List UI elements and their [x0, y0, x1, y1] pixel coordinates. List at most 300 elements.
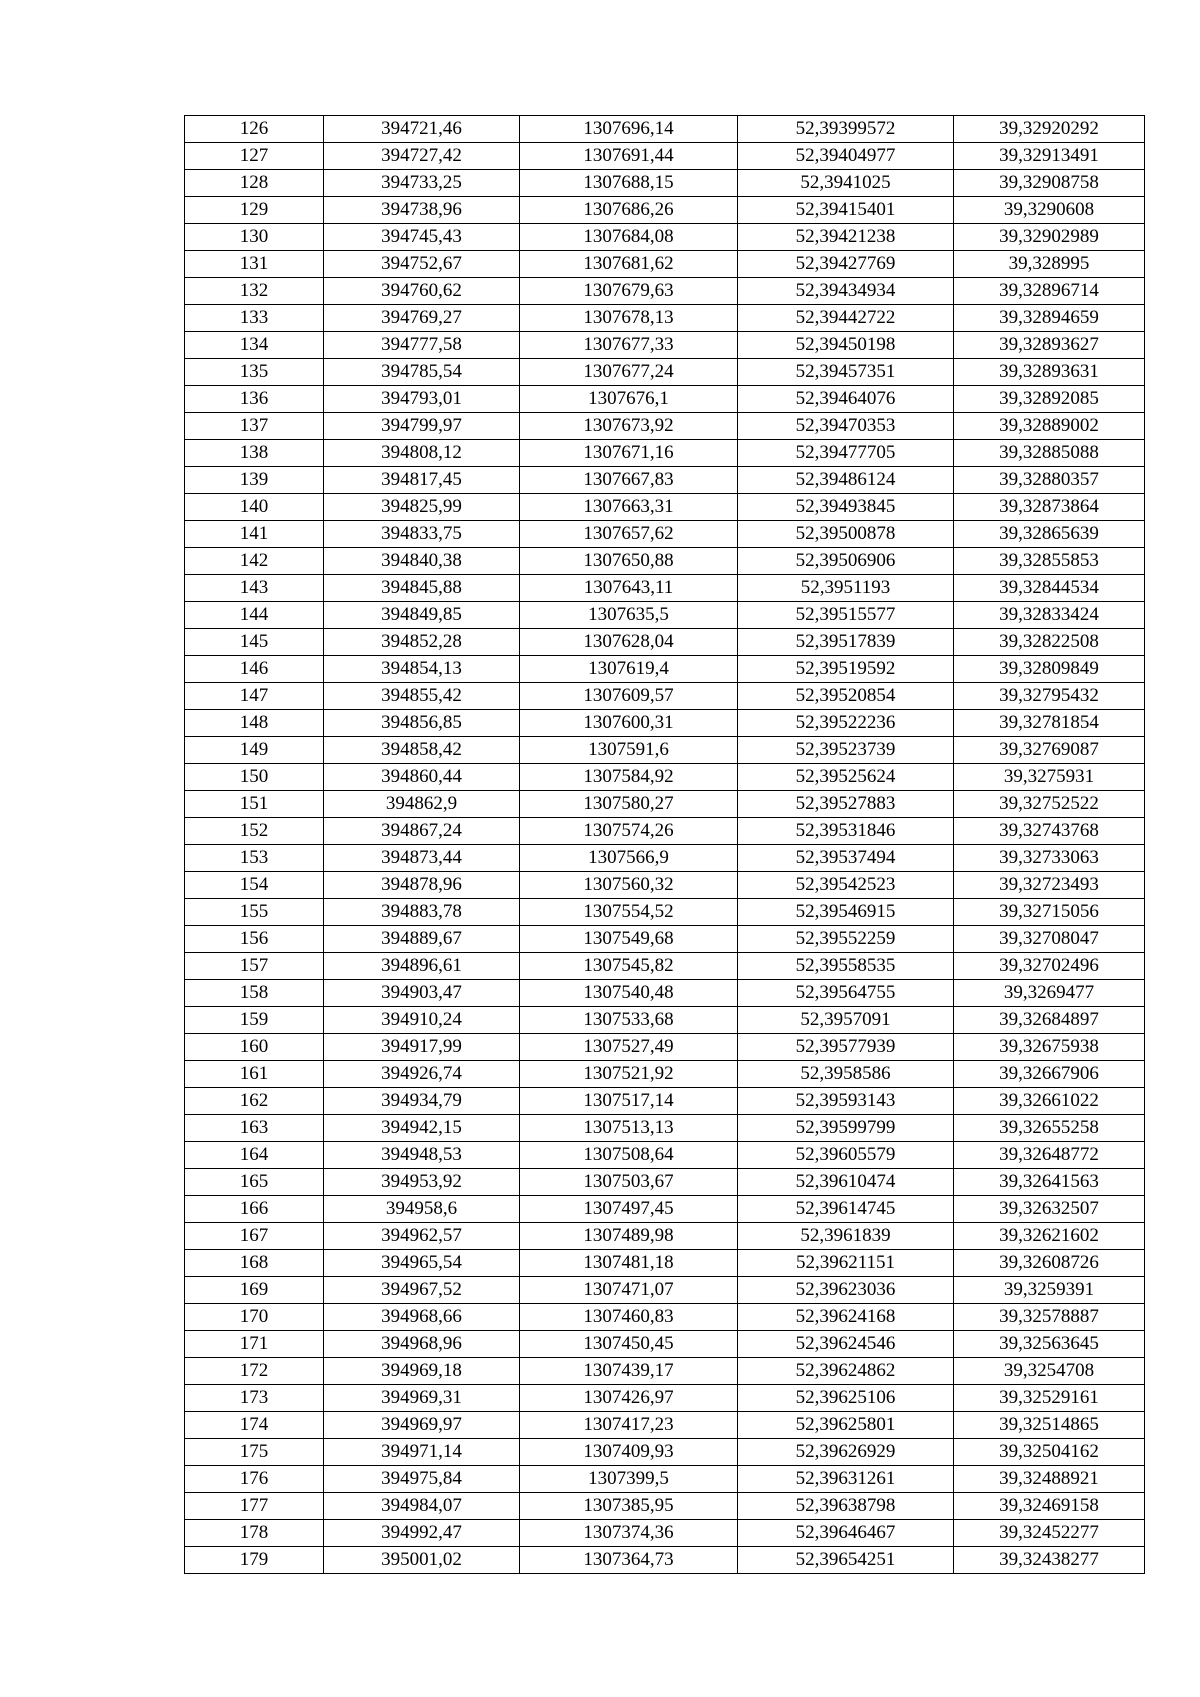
- longitude-cell: 39,32892085: [954, 386, 1145, 413]
- y-coordinate-cell: 1307688,15: [520, 170, 738, 197]
- x-coordinate-cell: 394948,53: [324, 1142, 520, 1169]
- point-number-cell: 167: [185, 1223, 324, 1250]
- x-coordinate-cell: 394969,97: [324, 1412, 520, 1439]
- table-row: [185, 602, 1145, 629]
- point-number-cell: 162: [185, 1088, 324, 1115]
- y-coordinate-cell: 1307635,5: [520, 602, 738, 629]
- table-row: [185, 629, 1145, 656]
- y-coordinate-cell: 1307533,68: [520, 1007, 738, 1034]
- x-coordinate-cell: 394971,14: [324, 1439, 520, 1466]
- y-coordinate-cell: 1307374,36: [520, 1520, 738, 1547]
- point-number-cell: 138: [185, 440, 324, 467]
- table-row: [185, 683, 1145, 710]
- longitude-cell: 39,32661022: [954, 1088, 1145, 1115]
- point-number-cell: 148: [185, 710, 324, 737]
- point-number-cell: 141: [185, 521, 324, 548]
- latitude-cell: 52,39605579: [738, 1142, 954, 1169]
- x-coordinate-cell: 394896,61: [324, 953, 520, 980]
- point-number-cell: 177: [185, 1493, 324, 1520]
- point-number-cell: 140: [185, 494, 324, 521]
- latitude-cell: 52,39486124: [738, 467, 954, 494]
- point-number-cell: 170: [185, 1304, 324, 1331]
- x-coordinate-cell: 394926,74: [324, 1061, 520, 1088]
- table-row: [185, 251, 1145, 278]
- y-coordinate-cell: 1307676,1: [520, 386, 738, 413]
- y-coordinate-cell: 1307671,16: [520, 440, 738, 467]
- longitude-cell: 39,32621602: [954, 1223, 1145, 1250]
- point-number-cell: 157: [185, 953, 324, 980]
- table-row: [185, 116, 1145, 143]
- y-coordinate-cell: 1307517,14: [520, 1088, 738, 1115]
- table-row: [185, 845, 1145, 872]
- x-coordinate-cell: 394840,38: [324, 548, 520, 575]
- longitude-cell: 39,32648772: [954, 1142, 1145, 1169]
- x-coordinate-cell: 394867,24: [324, 818, 520, 845]
- longitude-cell: 39,32641563: [954, 1169, 1145, 1196]
- point-number-cell: 129: [185, 197, 324, 224]
- latitude-cell: 52,39523739: [738, 737, 954, 764]
- y-coordinate-cell: 1307678,13: [520, 305, 738, 332]
- longitude-cell: 39,32743768: [954, 818, 1145, 845]
- longitude-cell: 39,32675938: [954, 1034, 1145, 1061]
- y-coordinate-cell: 1307643,11: [520, 575, 738, 602]
- longitude-cell: 39,328995: [954, 251, 1145, 278]
- y-coordinate-cell: 1307471,07: [520, 1277, 738, 1304]
- longitude-cell: 39,32913491: [954, 143, 1145, 170]
- point-number-cell: 150: [185, 764, 324, 791]
- longitude-cell: 39,3259391: [954, 1277, 1145, 1304]
- y-coordinate-cell: 1307657,62: [520, 521, 738, 548]
- point-number-cell: 172: [185, 1358, 324, 1385]
- longitude-cell: 39,32529161: [954, 1385, 1145, 1412]
- longitude-cell: 39,32893631: [954, 359, 1145, 386]
- y-coordinate-cell: 1307450,45: [520, 1331, 738, 1358]
- point-number-cell: 160: [185, 1034, 324, 1061]
- latitude-cell: 52,39493845: [738, 494, 954, 521]
- table-row: [185, 197, 1145, 224]
- latitude-cell: 52,39525624: [738, 764, 954, 791]
- y-coordinate-cell: 1307560,32: [520, 872, 738, 899]
- point-number-cell: 139: [185, 467, 324, 494]
- latitude-cell: 52,39464076: [738, 386, 954, 413]
- x-coordinate-cell: 394969,18: [324, 1358, 520, 1385]
- y-coordinate-cell: 1307696,14: [520, 116, 738, 143]
- x-coordinate-cell: 395001,02: [324, 1547, 520, 1574]
- y-coordinate-cell: 1307667,83: [520, 467, 738, 494]
- point-number-cell: 168: [185, 1250, 324, 1277]
- point-number-cell: 137: [185, 413, 324, 440]
- x-coordinate-cell: 394833,75: [324, 521, 520, 548]
- longitude-cell: 39,32920292: [954, 116, 1145, 143]
- point-number-cell: 159: [185, 1007, 324, 1034]
- point-number-cell: 147: [185, 683, 324, 710]
- point-number-cell: 145: [185, 629, 324, 656]
- point-number-cell: 153: [185, 845, 324, 872]
- x-coordinate-cell: 394878,96: [324, 872, 520, 899]
- latitude-cell: 52,39522236: [738, 710, 954, 737]
- table-row: [185, 1007, 1145, 1034]
- latitude-cell: 52,39624168: [738, 1304, 954, 1331]
- table-row: [185, 359, 1145, 386]
- y-coordinate-cell: 1307527,49: [520, 1034, 738, 1061]
- latitude-cell: 52,39517839: [738, 629, 954, 656]
- x-coordinate-cell: 394968,96: [324, 1331, 520, 1358]
- longitude-cell: 39,3290608: [954, 197, 1145, 224]
- longitude-cell: 39,32885088: [954, 440, 1145, 467]
- longitude-cell: 39,32855853: [954, 548, 1145, 575]
- x-coordinate-cell: 394769,27: [324, 305, 520, 332]
- latitude-cell: 52,3958586: [738, 1061, 954, 1088]
- y-coordinate-cell: 1307545,82: [520, 953, 738, 980]
- latitude-cell: 52,39646467: [738, 1520, 954, 1547]
- table-row: [185, 953, 1145, 980]
- latitude-cell: 52,3951193: [738, 575, 954, 602]
- point-number-cell: 164: [185, 1142, 324, 1169]
- longitude-cell: 39,32578887: [954, 1304, 1145, 1331]
- x-coordinate-cell: 394934,79: [324, 1088, 520, 1115]
- table-row: [185, 1304, 1145, 1331]
- latitude-cell: 52,39564755: [738, 980, 954, 1007]
- table-row: [185, 143, 1145, 170]
- y-coordinate-cell: 1307489,98: [520, 1223, 738, 1250]
- latitude-cell: 52,39546915: [738, 899, 954, 926]
- table-row: [185, 710, 1145, 737]
- point-number-cell: 154: [185, 872, 324, 899]
- point-number-cell: 144: [185, 602, 324, 629]
- longitude-cell: 39,32822508: [954, 629, 1145, 656]
- y-coordinate-cell: 1307426,97: [520, 1385, 738, 1412]
- x-coordinate-cell: 394984,07: [324, 1493, 520, 1520]
- table-row: [185, 575, 1145, 602]
- point-number-cell: 179: [185, 1547, 324, 1574]
- x-coordinate-cell: 394855,42: [324, 683, 520, 710]
- table-row: [185, 548, 1145, 575]
- longitude-cell: 39,32608726: [954, 1250, 1145, 1277]
- x-coordinate-cell: 394760,62: [324, 278, 520, 305]
- x-coordinate-cell: 394785,54: [324, 359, 520, 386]
- latitude-cell: 52,3941025: [738, 170, 954, 197]
- latitude-cell: 52,3957091: [738, 1007, 954, 1034]
- x-coordinate-cell: 394965,54: [324, 1250, 520, 1277]
- longitude-cell: 39,32438277: [954, 1547, 1145, 1574]
- point-number-cell: 174: [185, 1412, 324, 1439]
- point-number-cell: 143: [185, 575, 324, 602]
- longitude-cell: 39,32504162: [954, 1439, 1145, 1466]
- y-coordinate-cell: 1307399,5: [520, 1466, 738, 1493]
- latitude-cell: 52,39626929: [738, 1439, 954, 1466]
- latitude-cell: 52,39399572: [738, 116, 954, 143]
- point-number-cell: 146: [185, 656, 324, 683]
- x-coordinate-cell: 394849,85: [324, 602, 520, 629]
- y-coordinate-cell: 1307600,31: [520, 710, 738, 737]
- latitude-cell: 52,39427769: [738, 251, 954, 278]
- latitude-cell: 52,39558535: [738, 953, 954, 980]
- longitude-cell: 39,32896714: [954, 278, 1145, 305]
- y-coordinate-cell: 1307580,27: [520, 791, 738, 818]
- latitude-cell: 52,39614745: [738, 1196, 954, 1223]
- x-coordinate-cell: 394942,15: [324, 1115, 520, 1142]
- x-coordinate-cell: 394727,42: [324, 143, 520, 170]
- point-number-cell: 156: [185, 926, 324, 953]
- longitude-cell: 39,32702496: [954, 953, 1145, 980]
- longitude-cell: 39,32908758: [954, 170, 1145, 197]
- x-coordinate-cell: 394903,47: [324, 980, 520, 1007]
- table-row: [185, 1034, 1145, 1061]
- latitude-cell: 52,39624862: [738, 1358, 954, 1385]
- point-number-cell: 152: [185, 818, 324, 845]
- point-number-cell: 173: [185, 1385, 324, 1412]
- y-coordinate-cell: 1307513,13: [520, 1115, 738, 1142]
- longitude-cell: 39,32655258: [954, 1115, 1145, 1142]
- x-coordinate-cell: 394860,44: [324, 764, 520, 791]
- latitude-cell: 52,39623036: [738, 1277, 954, 1304]
- latitude-cell: 52,39610474: [738, 1169, 954, 1196]
- point-number-cell: 161: [185, 1061, 324, 1088]
- y-coordinate-cell: 1307364,73: [520, 1547, 738, 1574]
- y-coordinate-cell: 1307684,08: [520, 224, 738, 251]
- table-row: [185, 386, 1145, 413]
- x-coordinate-cell: 394854,13: [324, 656, 520, 683]
- table-row: [185, 764, 1145, 791]
- latitude-cell: 52,39442722: [738, 305, 954, 332]
- latitude-cell: 52,39520854: [738, 683, 954, 710]
- latitude-cell: 52,39519592: [738, 656, 954, 683]
- table-row: [185, 791, 1145, 818]
- y-coordinate-cell: 1307497,45: [520, 1196, 738, 1223]
- point-number-cell: 135: [185, 359, 324, 386]
- y-coordinate-cell: 1307609,57: [520, 683, 738, 710]
- table-row: [185, 278, 1145, 305]
- table-row: [185, 818, 1145, 845]
- point-number-cell: 133: [185, 305, 324, 332]
- y-coordinate-cell: 1307686,26: [520, 197, 738, 224]
- table-row: [185, 1115, 1145, 1142]
- longitude-cell: 39,32781854: [954, 710, 1145, 737]
- table-row: [185, 1358, 1145, 1385]
- table-row: [185, 899, 1145, 926]
- table-row: [185, 980, 1145, 1007]
- coordinates-table: [184, 115, 1145, 1574]
- longitude-cell: 39,32902989: [954, 224, 1145, 251]
- latitude-cell: 52,39506906: [738, 548, 954, 575]
- longitude-cell: 39,32873864: [954, 494, 1145, 521]
- table-row: [185, 1277, 1145, 1304]
- y-coordinate-cell: 1307574,26: [520, 818, 738, 845]
- table-row: [185, 1169, 1145, 1196]
- table-row: [185, 1331, 1145, 1358]
- longitude-cell: 39,32893627: [954, 332, 1145, 359]
- longitude-cell: 39,32844534: [954, 575, 1145, 602]
- x-coordinate-cell: 394958,6: [324, 1196, 520, 1223]
- table-row: [185, 1250, 1145, 1277]
- y-coordinate-cell: 1307460,83: [520, 1304, 738, 1331]
- x-coordinate-cell: 394889,67: [324, 926, 520, 953]
- point-number-cell: 165: [185, 1169, 324, 1196]
- latitude-cell: 52,39470353: [738, 413, 954, 440]
- table-row: [185, 1088, 1145, 1115]
- y-coordinate-cell: 1307385,95: [520, 1493, 738, 1520]
- x-coordinate-cell: 394992,47: [324, 1520, 520, 1547]
- x-coordinate-cell: 394862,9: [324, 791, 520, 818]
- point-number-cell: 142: [185, 548, 324, 575]
- table-row: [185, 170, 1145, 197]
- x-coordinate-cell: 394777,58: [324, 332, 520, 359]
- y-coordinate-cell: 1307508,64: [520, 1142, 738, 1169]
- x-coordinate-cell: 394917,99: [324, 1034, 520, 1061]
- latitude-cell: 52,39599799: [738, 1115, 954, 1142]
- point-number-cell: 128: [185, 170, 324, 197]
- x-coordinate-cell: 394825,99: [324, 494, 520, 521]
- point-number-cell: 131: [185, 251, 324, 278]
- y-coordinate-cell: 1307673,92: [520, 413, 738, 440]
- latitude-cell: 52,39515577: [738, 602, 954, 629]
- x-coordinate-cell: 394845,88: [324, 575, 520, 602]
- y-coordinate-cell: 1307628,04: [520, 629, 738, 656]
- latitude-cell: 52,39415401: [738, 197, 954, 224]
- y-coordinate-cell: 1307521,92: [520, 1061, 738, 1088]
- x-coordinate-cell: 394967,52: [324, 1277, 520, 1304]
- latitude-cell: 52,39477705: [738, 440, 954, 467]
- table-row: [185, 467, 1145, 494]
- latitude-cell: 52,39638798: [738, 1493, 954, 1520]
- longitude-cell: 39,32889002: [954, 413, 1145, 440]
- y-coordinate-cell: 1307677,33: [520, 332, 738, 359]
- longitude-cell: 39,32632507: [954, 1196, 1145, 1223]
- x-coordinate-cell: 394738,96: [324, 197, 520, 224]
- y-coordinate-cell: 1307619,4: [520, 656, 738, 683]
- latitude-cell: 52,39624546: [738, 1331, 954, 1358]
- y-coordinate-cell: 1307691,44: [520, 143, 738, 170]
- longitude-cell: 39,32795432: [954, 683, 1145, 710]
- table-row: [185, 1142, 1145, 1169]
- table-row: [185, 737, 1145, 764]
- longitude-cell: 39,32809849: [954, 656, 1145, 683]
- table-row: [185, 1547, 1145, 1574]
- y-coordinate-cell: 1307679,63: [520, 278, 738, 305]
- table-row: [185, 872, 1145, 899]
- longitude-cell: 39,32865639: [954, 521, 1145, 548]
- latitude-cell: 52,39450198: [738, 332, 954, 359]
- point-number-cell: 155: [185, 899, 324, 926]
- y-coordinate-cell: 1307591,6: [520, 737, 738, 764]
- point-number-cell: 163: [185, 1115, 324, 1142]
- table-row: [185, 224, 1145, 251]
- y-coordinate-cell: 1307554,52: [520, 899, 738, 926]
- latitude-cell: 52,39537494: [738, 845, 954, 872]
- point-number-cell: 126: [185, 116, 324, 143]
- longitude-cell: 39,32715056: [954, 899, 1145, 926]
- point-number-cell: 130: [185, 224, 324, 251]
- longitude-cell: 39,32469158: [954, 1493, 1145, 1520]
- longitude-cell: 39,32894659: [954, 305, 1145, 332]
- latitude-cell: 52,39625106: [738, 1385, 954, 1412]
- point-number-cell: 132: [185, 278, 324, 305]
- x-coordinate-cell: 394953,92: [324, 1169, 520, 1196]
- latitude-cell: 52,39404977: [738, 143, 954, 170]
- x-coordinate-cell: 394733,25: [324, 170, 520, 197]
- y-coordinate-cell: 1307409,93: [520, 1439, 738, 1466]
- latitude-cell: 52,39621151: [738, 1250, 954, 1277]
- table-row: [185, 1520, 1145, 1547]
- latitude-cell: 52,39625801: [738, 1412, 954, 1439]
- table-row: [185, 1439, 1145, 1466]
- x-coordinate-cell: 394975,84: [324, 1466, 520, 1493]
- x-coordinate-cell: 394852,28: [324, 629, 520, 656]
- longitude-cell: 39,32880357: [954, 467, 1145, 494]
- latitude-cell: 52,39421238: [738, 224, 954, 251]
- x-coordinate-cell: 394856,85: [324, 710, 520, 737]
- latitude-cell: 52,39500878: [738, 521, 954, 548]
- latitude-cell: 52,39552259: [738, 926, 954, 953]
- latitude-cell: 52,39531846: [738, 818, 954, 845]
- latitude-cell: 52,39577939: [738, 1034, 954, 1061]
- table-row: [185, 1385, 1145, 1412]
- latitude-cell: 52,39527883: [738, 791, 954, 818]
- y-coordinate-cell: 1307663,31: [520, 494, 738, 521]
- y-coordinate-cell: 1307566,9: [520, 845, 738, 872]
- latitude-cell: 52,39654251: [738, 1547, 954, 1574]
- y-coordinate-cell: 1307503,67: [520, 1169, 738, 1196]
- y-coordinate-cell: 1307584,92: [520, 764, 738, 791]
- point-number-cell: 151: [185, 791, 324, 818]
- table-row: [185, 1466, 1145, 1493]
- longitude-cell: 39,32752522: [954, 791, 1145, 818]
- x-coordinate-cell: 394962,57: [324, 1223, 520, 1250]
- x-coordinate-cell: 394858,42: [324, 737, 520, 764]
- longitude-cell: 39,32563645: [954, 1331, 1145, 1358]
- point-number-cell: 136: [185, 386, 324, 413]
- point-number-cell: 169: [185, 1277, 324, 1304]
- longitude-cell: 39,3254708: [954, 1358, 1145, 1385]
- latitude-cell: 52,39631261: [738, 1466, 954, 1493]
- x-coordinate-cell: 394721,46: [324, 116, 520, 143]
- x-coordinate-cell: 394969,31: [324, 1385, 520, 1412]
- longitude-cell: 39,32708047: [954, 926, 1145, 953]
- y-coordinate-cell: 1307540,48: [520, 980, 738, 1007]
- table-row: [185, 926, 1145, 953]
- y-coordinate-cell: 1307439,17: [520, 1358, 738, 1385]
- table-row: [185, 305, 1145, 332]
- table-row: [185, 413, 1145, 440]
- latitude-cell: 52,39434934: [738, 278, 954, 305]
- point-number-cell: 158: [185, 980, 324, 1007]
- table-row: [185, 1493, 1145, 1520]
- latitude-cell: 52,39542523: [738, 872, 954, 899]
- table-row: [185, 494, 1145, 521]
- table-row: [185, 332, 1145, 359]
- x-coordinate-cell: 394968,66: [324, 1304, 520, 1331]
- table-row: [185, 440, 1145, 467]
- point-number-cell: 171: [185, 1331, 324, 1358]
- longitude-cell: 39,32733063: [954, 845, 1145, 872]
- x-coordinate-cell: 394883,78: [324, 899, 520, 926]
- latitude-cell: 52,3961839: [738, 1223, 954, 1250]
- point-number-cell: 166: [185, 1196, 324, 1223]
- y-coordinate-cell: 1307681,62: [520, 251, 738, 278]
- point-number-cell: 178: [185, 1520, 324, 1547]
- point-number-cell: 134: [185, 332, 324, 359]
- x-coordinate-cell: 394745,43: [324, 224, 520, 251]
- y-coordinate-cell: 1307549,68: [520, 926, 738, 953]
- coordinates-table-body: [185, 116, 1145, 1574]
- point-number-cell: 176: [185, 1466, 324, 1493]
- longitude-cell: 39,32769087: [954, 737, 1145, 764]
- table-row: [185, 1196, 1145, 1223]
- table-row: [185, 1061, 1145, 1088]
- point-number-cell: 149: [185, 737, 324, 764]
- y-coordinate-cell: 1307677,24: [520, 359, 738, 386]
- longitude-cell: 39,3269477: [954, 980, 1145, 1007]
